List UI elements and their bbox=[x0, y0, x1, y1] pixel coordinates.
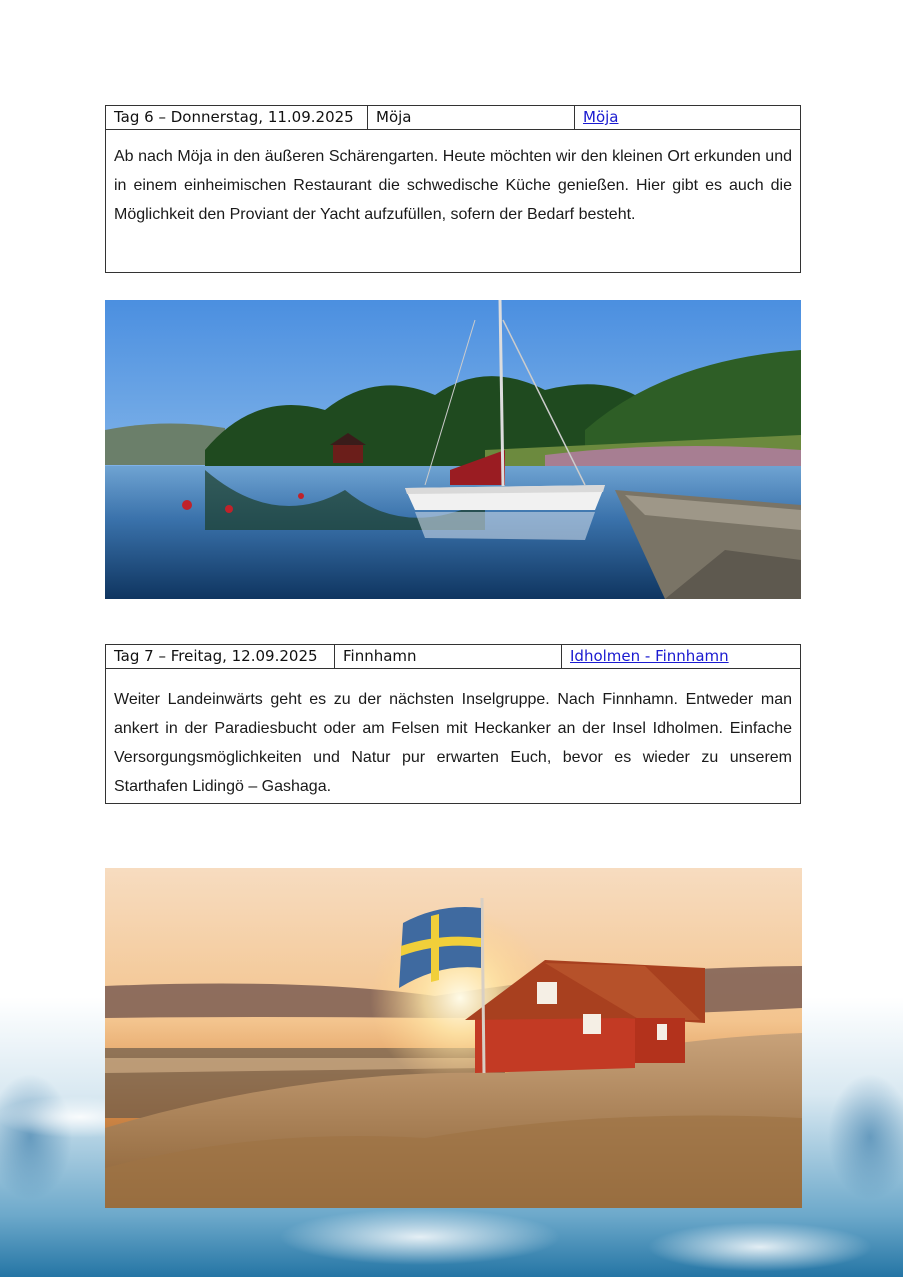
swedish-cabin-sunset-photo bbox=[105, 868, 802, 1208]
day-6-link-cell bbox=[574, 106, 800, 129]
day-7-link[interactable]: Idholmen - Finnhamn bbox=[570, 647, 729, 665]
day-6-header-row bbox=[106, 106, 800, 130]
day-7-date: Tag 7 – Freitag, 12.09.2025 bbox=[114, 647, 318, 665]
day-7-place: Finnhamn bbox=[334, 645, 561, 668]
day-7-table bbox=[105, 644, 801, 804]
day-7-description: Weiter Landeinwärts geht es zu der nächsten Inselgruppe. Nach Finnhamn. Entweder man ankert in der Paradiesbucht oder am Felsen mit Heckanker an der Insel Idholmen. Einfache Versorgungsmöglichkeiten und Natur pur erwarten Euch, bevor es wieder zu unserem Starthafen Lidingö – Gashaga. bbox=[114, 691, 792, 795]
day-6-table bbox=[105, 105, 801, 273]
sailboat-harbor-photo bbox=[105, 300, 801, 599]
day-6-place: Möja bbox=[367, 106, 574, 129]
day-7-link-cell bbox=[561, 645, 800, 668]
day-6-link[interactable]: Möja bbox=[583, 108, 619, 126]
day-7-header-row bbox=[106, 645, 800, 669]
day-6-description: Ab nach Möja in den äußeren Schärengarten. Heute möchten wir den kleinen Ort erkunden und in einem einheimischen Restaurant die schwedische Küche genießen. Hier gibt es auch die Möglichkeit den Proviant der Yacht aufzufüllen, sofern der Bedarf besteht. bbox=[114, 148, 792, 223]
day-6-date: Tag 6 – Donnerstag, 11.09.2025 bbox=[114, 108, 354, 126]
